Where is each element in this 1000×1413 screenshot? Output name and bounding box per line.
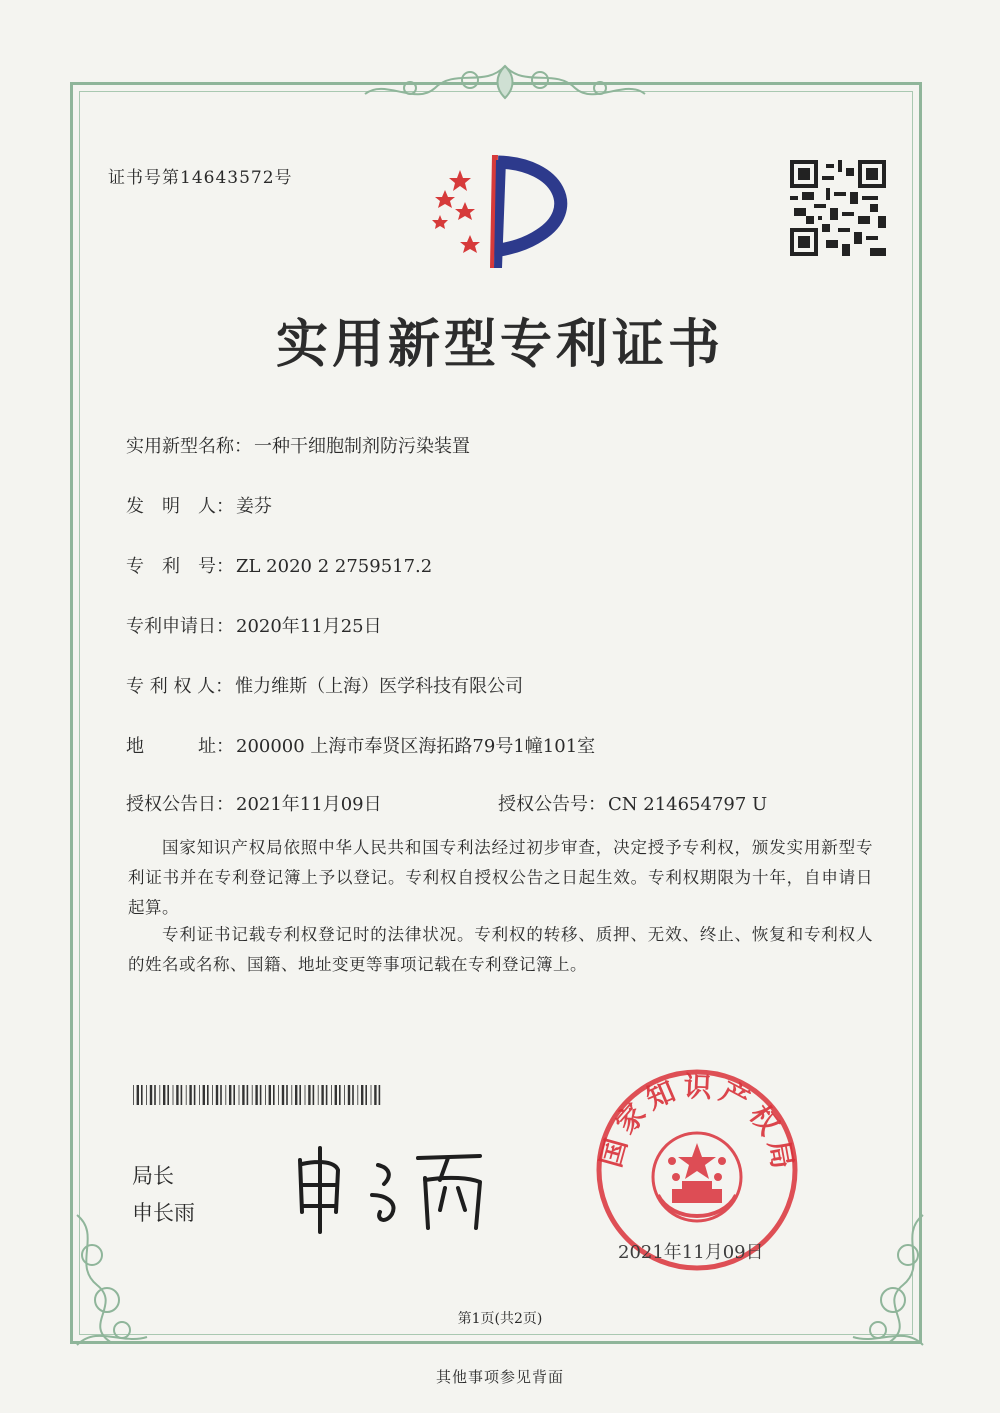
grant-date-field: [126, 790, 382, 816]
name-value: 一种干细胞制剂防污染装置: [254, 436, 470, 457]
barcode-bar: [159, 1085, 160, 1105]
patentee-label: 专 利 权 人：: [126, 676, 234, 697]
barcode-bar: [371, 1085, 372, 1105]
barcode-bar: [344, 1085, 345, 1105]
address-label: 地 址：: [126, 736, 234, 757]
barcode-bar: [331, 1085, 332, 1105]
director-signature: [280, 1140, 510, 1235]
barcode-bar: [295, 1085, 297, 1105]
barcode-bar: [269, 1085, 271, 1105]
qr-code-icon[interactable]: [790, 160, 886, 256]
barcode-bar: [255, 1085, 257, 1105]
director-name: 申长雨: [132, 1201, 195, 1225]
barcode-bar: [252, 1085, 253, 1105]
filing-date-value: 2020年11月25日: [236, 616, 382, 637]
barcode-bar: [247, 1085, 249, 1105]
national-emblem-icon: [653, 1133, 741, 1221]
footer-note: 其他事项参见背面: [435, 1368, 564, 1386]
barcode-bar: [199, 1085, 200, 1105]
barcode-bar: [186, 1085, 187, 1105]
filing-date-label: 专利申请日：: [126, 616, 234, 637]
body-paragraph-1: 国家知识产权局依照中华人民共和国专利法经过初步审查，决定授予专利权，颁发实用新型专利证书并在专利登记簿上予以登记。专利权自授权公告之日起生效。专利权期限为十年，自申请日起算。: [128, 838, 873, 917]
barcode-bar: [361, 1085, 363, 1105]
barcode-bar: [133, 1085, 134, 1105]
barcode-bar: [286, 1085, 288, 1105]
barcode-bar: [141, 1085, 143, 1105]
barcode-bar: [365, 1085, 367, 1105]
barcode-bar: [357, 1085, 358, 1105]
grant-date-label: 授权公告日：: [126, 794, 234, 815]
barcode-bar: [299, 1085, 301, 1105]
seal-text: 国家知识产权局: [594, 1070, 801, 1178]
barcode-bar: [321, 1085, 323, 1105]
barcode-bar: [137, 1085, 139, 1105]
barcode-bar: [265, 1085, 266, 1105]
barcode-bar: [146, 1085, 147, 1105]
barcode-bar: [207, 1085, 209, 1105]
barcode-bar: [318, 1085, 319, 1105]
name-field: [126, 432, 470, 458]
patent-number-value: ZL 2020 2 2759517.2: [236, 556, 433, 577]
barcode-bar: [305, 1085, 306, 1105]
barcode-bar: [150, 1085, 152, 1105]
barcode-bar: [154, 1085, 156, 1105]
barcode-bar: [173, 1085, 174, 1105]
barcode-bar: [212, 1085, 213, 1105]
bottom-right-ornament-icon: [848, 1205, 938, 1350]
address-value: 200000 上海市奉贤区海拓路79号1幢101室: [236, 736, 596, 757]
director-title: 局长: [132, 1164, 174, 1188]
grant-date-value: 2021年11月09日: [236, 794, 382, 815]
barcode-bar: [339, 1085, 341, 1105]
barcode-bar: [216, 1085, 218, 1105]
barcode-bar: [282, 1085, 284, 1105]
barcode-bar: [163, 1085, 165, 1105]
barcode-bar: [194, 1085, 196, 1105]
barcode-bar: [379, 1085, 381, 1105]
patent-number-field: [126, 552, 432, 578]
grant-number-label: 授权公告号：: [498, 794, 606, 815]
certificate-title: 实用新型专利证书: [275, 314, 724, 375]
barcode-bar: [335, 1085, 337, 1105]
barcode-bar: [313, 1085, 315, 1105]
barcode-bar: [326, 1085, 328, 1105]
barcode-bar: [308, 1085, 310, 1105]
page-number: 第1页(共2页): [457, 1311, 543, 1327]
barcode-bar: [278, 1085, 279, 1105]
barcode-bar: [273, 1085, 275, 1105]
barcode-bar: [176, 1085, 178, 1105]
patent-logo-icon: [420, 150, 580, 270]
barcode-bar: [239, 1085, 240, 1105]
inventor-value: 姜芬: [236, 496, 272, 517]
patent-number-label: 专 利 号：: [126, 556, 234, 577]
barcode-bar: [291, 1085, 292, 1105]
barcode-bar: [348, 1085, 350, 1105]
barcode-bar: [260, 1085, 262, 1105]
barcode-bar: [167, 1085, 169, 1105]
barcode-bar: [225, 1085, 226, 1105]
address-field: [126, 732, 595, 758]
patentee-field: [126, 672, 523, 698]
barcode-bar: [233, 1085, 235, 1105]
barcode-bar: [220, 1085, 222, 1105]
top-ornament-icon: [355, 58, 655, 108]
barcode-icon: [133, 1085, 383, 1105]
barcode-bar: [229, 1085, 231, 1105]
grant-number-field: [498, 790, 767, 816]
inventor-label: 发 明 人：: [126, 496, 234, 517]
barcode-bar: [203, 1085, 205, 1105]
body-paragraph-2: 专利证书记载专利权登记时的法律状况。专利权的转移、质押、无效、终止、恢复和专利权人的姓名或名称、国籍、地址变更等事项记载在专利登记簿上。: [128, 925, 873, 974]
inventor-field: [126, 492, 272, 518]
seal-date: 2021年11月09日: [618, 1242, 764, 1263]
patentee-value: 惟力维斯（上海）医学科技有限公司: [235, 676, 524, 697]
barcode-bar: [181, 1085, 183, 1105]
name-label: 实用新型名称：: [126, 436, 252, 457]
barcode-bar: [374, 1085, 376, 1105]
grant-number-value: CN 214654797 U: [608, 794, 768, 815]
filing-date-field: [126, 612, 382, 638]
certificate-number: 证书号第14643572号: [108, 168, 293, 188]
barcode-bar: [242, 1085, 244, 1105]
barcode-bar: [352, 1085, 354, 1105]
barcode-bar: [189, 1085, 191, 1105]
